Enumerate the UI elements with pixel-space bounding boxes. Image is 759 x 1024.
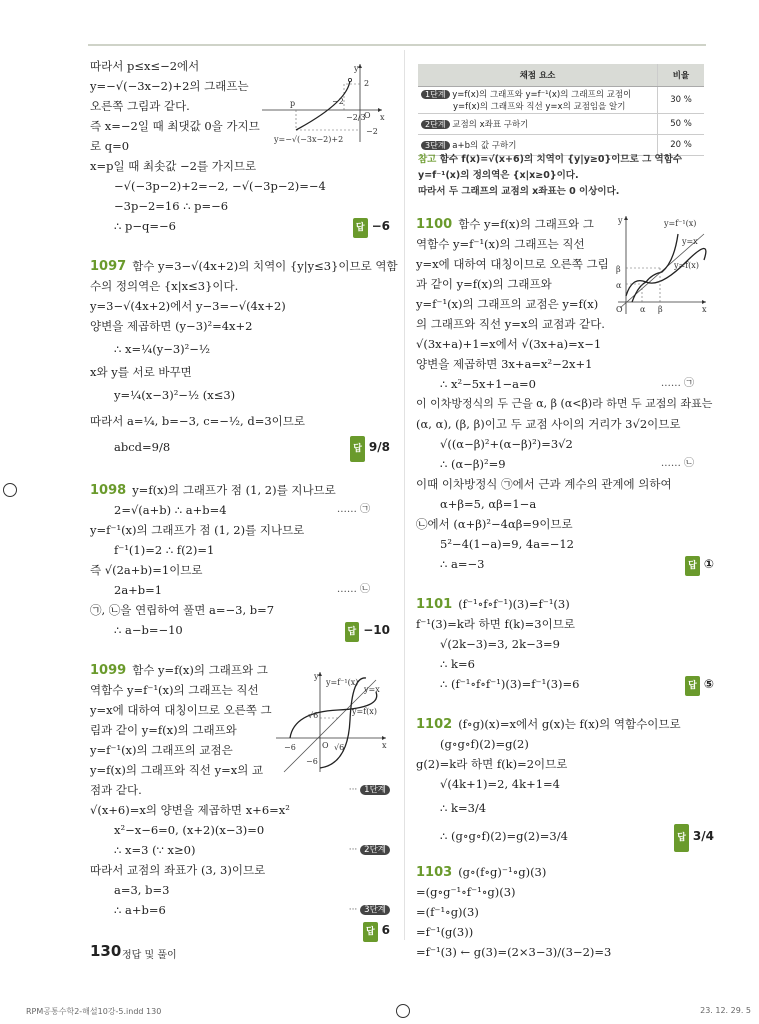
text-line: ∴ k=3/4 <box>440 801 487 815</box>
right-column <box>416 214 714 962</box>
text-line: 오른쪽 그림과 같다. <box>90 99 190 113</box>
answer-badge: 답 3/4 <box>674 822 714 852</box>
text-line: −√(−3p−2)+2=−2, −√(−3p−2)=−4 <box>114 179 326 193</box>
svg-text:x: x <box>382 741 387 750</box>
scoring-table <box>418 64 704 156</box>
svg-text:y=f⁻¹(x): y=f⁻¹(x) <box>664 219 697 228</box>
svg-text:−2: −2 <box>366 127 378 136</box>
text-line: 2a+b=1 …… ㉡ <box>90 580 390 600</box>
problem-number: 1097 <box>90 259 127 274</box>
text-line: 5²−4(1−a)=9, 4a=−12 <box>440 537 575 551</box>
page-number: 130 <box>90 942 122 960</box>
svg-text:−6: −6 <box>284 743 296 752</box>
section-title: 정답 및 풀이 <box>122 950 177 961</box>
graph-sqrt-function <box>262 62 386 144</box>
registration-mark-icon <box>396 1004 410 1018</box>
text-line: y=¼(x−3)²−½ (x≤3) <box>114 388 236 402</box>
problem-number: 1098 <box>90 483 127 498</box>
answer-badge: 답 −6 <box>353 216 390 238</box>
text-line: 즉 x=−2일 때 최댓값 0을 가지므 <box>90 119 260 133</box>
svg-text:β: β <box>616 265 621 274</box>
text-line: 수의 정의역은 {x|x≤3}이다. <box>90 279 239 293</box>
text-line: 이때 이차방정식 ㉠에서 근과 계수의 관계에 의하여 <box>416 477 672 491</box>
text-line: y=−√(−3x−2)+2의 그래프는 <box>90 79 249 93</box>
svg-text:x: x <box>702 305 707 314</box>
text-line: 림과 같이 y=f(x)의 그래프와 <box>90 723 237 737</box>
svg-text:−2/3: −2/3 <box>346 113 366 122</box>
text-line: ∴ x=¼(y−3)²−½ <box>114 342 211 356</box>
svg-text:p: p <box>290 99 296 108</box>
step-label: ··· 3단계 <box>349 900 390 920</box>
svg-text:y: y <box>314 672 319 681</box>
text-line: √(4k+1)=2, 4k+1=4 <box>440 777 560 791</box>
text-line: 역함수 y=f⁻¹(x)의 그래프는 직선 <box>90 683 259 697</box>
text-line: 의 그래프와 직선 y=x의 교점과 같다. <box>416 317 605 331</box>
text-line: √(3x+a)+1=x에서 √(3x+a)=x−1 <box>416 337 602 351</box>
text-line: (g∘g∘f)(2)=g(2) <box>440 737 529 751</box>
svg-text:α: α <box>616 281 622 290</box>
text-line: =(f⁻¹∘g)(3) <box>416 905 479 919</box>
text-line: 따라서 p≤x≤−2에서 <box>90 59 200 73</box>
left-column <box>90 56 398 940</box>
text-line: −3p−2=16 ∴ p=−6 <box>114 199 229 213</box>
text-line: x²−x−6=0, (x+2)(x−3)=0 <box>114 823 265 837</box>
text-line: √(x+6)=x의 양변을 제곱하면 x+6=x² <box>90 803 290 817</box>
text-line <box>90 216 390 236</box>
table-row: 1단계 y=f(x)의 그래프와 y=f⁻¹(x)의 그래프의 교점이 y=f(x)의 그래프와 직선 y=x의 교점임을 알기 30 % <box>418 87 704 114</box>
svg-text:−2: −2 <box>332 97 344 106</box>
problem-1098: 1098 y=f(x)의 그래프가 점 (1, 2)를 지나므로 <box>90 483 336 498</box>
text-line: 2=√(a+b) ∴ a+b=4 …… ㉠ <box>90 500 390 520</box>
svg-text:α: α <box>640 305 646 314</box>
text-line: ∴ (α−β)²=9 …… ㉡ <box>416 454 714 474</box>
text-line: f⁻¹(1)=2 ∴ f(2)=1 <box>114 543 215 557</box>
print-date: 23. 12. 29. 5 <box>700 1006 751 1015</box>
text-line: ∴ (f⁻¹∘f∘f⁻¹)(3)=f⁻¹(3)=6 답 ⑤ <box>416 674 714 694</box>
problem-1099: 1099 함수 y=f(x)의 그래프와 그 <box>90 663 268 678</box>
svg-text:β: β <box>658 305 663 314</box>
problem-1103: 1103 (g∘(f∘g)⁻¹∘g)(3) <box>416 865 547 880</box>
svg-text:O: O <box>616 305 623 314</box>
text-line: ㉠, ㉡을 연립하여 풀면 a=−3, b=7 <box>90 603 275 617</box>
problem-1097: 1097 함수 y=3−√(4x+2)의 치역이 {y|y≤3}이므로 역함 <box>90 259 398 274</box>
text-line: 과 같이 y=f(x)의 그래프와 <box>416 277 552 291</box>
text-line: y=f⁻¹(x)의 그래프가 점 (1, 2)를 지나므로 <box>90 523 305 537</box>
table-header: 비율 <box>658 64 705 87</box>
table-row: 2단계 교점의 x좌표 구하기 50 % <box>418 114 704 135</box>
svg-text:√6: √6 <box>334 743 345 752</box>
text-line: y=x에 대하여 대칭이므로 오른쪽 그 <box>90 703 272 717</box>
svg-text:O: O <box>322 741 329 750</box>
graph-inverse-functions-1099 <box>276 670 390 774</box>
text-line: ∴ (g∘g∘f)(2)=g(2)=3/4 답 3/4 <box>416 822 714 850</box>
svg-text:y: y <box>618 216 623 225</box>
text-line: √((α−β)²+(α−β)²)=3√2 <box>440 437 573 451</box>
text-line: y=x에 대하여 대칭이므로 오른쪽 그림 <box>416 257 609 271</box>
svg-text:y: y <box>354 64 359 73</box>
text-line: 따라서 교점의 좌표가 (3, 3)이므로 <box>90 863 266 877</box>
problem-number: 1101 <box>416 597 453 612</box>
text-line: 즉 √(2a+b)=1이므로 <box>90 563 203 577</box>
text-line: ∴ a=−3 답 ① <box>416 554 714 574</box>
equation-mark: …… ㉡ <box>336 584 370 595</box>
text-line: 로 q=0 <box>90 139 130 153</box>
text-line: α+β=5, αβ=1−a <box>440 497 537 511</box>
text-line: a=3, b=3 <box>114 883 170 897</box>
imprint-text: RPM공통수학2-해설10강-5.indd 130 <box>26 1007 162 1016</box>
svg-text:y=x: y=x <box>682 237 698 246</box>
column-divider <box>404 50 405 940</box>
answer-badge: 답 −10 <box>345 620 390 642</box>
text-line: y=f⁻¹(x)의 그래프의 교점은 y=f(x) <box>416 297 599 311</box>
problem-number: 1100 <box>416 217 453 232</box>
step-label: ··· 2단계 <box>349 840 390 860</box>
problem-1100: 1100 함수 y=f(x)의 그래프와 그 <box>416 217 594 232</box>
svg-text:y=f(x): y=f(x) <box>674 261 699 270</box>
answer-badge: 답 9/8 <box>350 434 390 462</box>
problem-number: 1102 <box>416 717 453 732</box>
text-line: abcd=9/8 답 9/8 <box>90 434 390 460</box>
text-line: y=f⁻¹(x)의 그래프의 교점은 <box>90 743 233 757</box>
text-line: 이 이차방정식의 두 근을 α, β (α<β)라 하면 두 교점의 좌표는 <box>416 397 713 410</box>
text-line: 점과 같다. ··· 1단계 <box>90 780 390 800</box>
svg-text:O: O <box>364 111 371 120</box>
reference-note: 참고 함수 f(x)=√(x+6)의 치역이 {y|y≥0}이므로 그 역함수 y=f⁻¹(x)의 정의역은 {x|x≥0}이다. 따라서 두 그래프의 교점의 x좌표는 0 이상이다. <box>418 154 683 197</box>
problem-1102: 1102 (f∘g)(x)=x에서 g(x)는 f(x)의 역함수이므로 <box>416 717 681 732</box>
text-line: ∴ a+b=6 ··· 3단계 <box>90 900 390 920</box>
text-line: 양변을 제곱하면 3x+a=x²−2x+1 <box>416 357 593 371</box>
top-rule <box>88 44 706 46</box>
text-line: 따라서 a=¼, b=−3, c=−½, d=3이므로 <box>90 414 306 428</box>
svg-text:y=f(x): y=f(x) <box>352 707 377 716</box>
step-label: ··· 1단계 <box>349 780 390 800</box>
text-line: x=p일 때 최솟값 −2를 가지므로 <box>90 159 257 173</box>
text-line: ∴ x²−5x+1−a=0 …… ㉠ <box>416 374 714 394</box>
text-line: (α, α), (β, β)이고 두 교점 사이의 거리가 3√2이므로 <box>416 417 681 431</box>
text-line <box>90 920 390 940</box>
table-header: 채점 요소 <box>418 64 658 87</box>
graph-inverse-functions-1100 <box>612 214 710 316</box>
svg-text:−6: −6 <box>306 757 318 766</box>
svg-text:y=−√(−3x−2)+2: y=−√(−3x−2)+2 <box>274 135 344 144</box>
answer-badge: 답 6 <box>363 920 390 942</box>
text-line: ∴ p−q=−6 <box>114 219 176 233</box>
text-line: f⁻¹(3)=k라 하면 f(k)=3이므로 <box>416 617 575 631</box>
text-line: ∴ a−b=−10 답 −10 <box>90 620 390 640</box>
text-line: y=f(x)의 그래프와 직선 y=x의 교 <box>90 763 264 777</box>
text-line: =(g∘g⁻¹∘f⁻¹∘g)(3) <box>416 885 516 899</box>
problem-number: 1099 <box>90 663 127 678</box>
svg-text:y=f⁻¹(x): y=f⁻¹(x) <box>326 678 359 687</box>
answer-badge: 답 ⑤ <box>685 674 714 696</box>
text-line: ∴ k=6 <box>440 657 475 671</box>
text-line: √(2k−3)=3, 2k−3=9 <box>440 637 560 651</box>
svg-text:√6: √6 <box>308 711 319 720</box>
svg-text:x: x <box>380 113 385 122</box>
problem-number: 1103 <box>416 865 453 880</box>
table-row: 3단계 a+b의 값 구하기 20 % <box>418 135 704 156</box>
svg-text:y=x: y=x <box>364 685 380 694</box>
answer-badge: 답 ① <box>685 554 714 576</box>
text-line: y=3−√(4x+2)에서 y−3=−√(4x+2) <box>90 299 286 313</box>
text-line: =f⁻¹(g(3)) <box>416 925 474 939</box>
text-line: ∴ x=3 (∵ x≥0) ··· 2단계 <box>90 840 390 860</box>
text-line: 양변을 제곱하면 (y−3)²=4x+2 <box>90 319 253 333</box>
text-line: g(2)=k라 하면 f(k)=2이므로 <box>416 757 568 771</box>
equation-mark: …… ㉠ <box>660 378 694 389</box>
registration-mark-icon <box>3 483 17 497</box>
text-line: x와 y를 서로 바꾸면 <box>90 365 192 379</box>
text-line: 역함수 y=f⁻¹(x)의 그래프는 직선 <box>416 237 585 251</box>
text-line: =f⁻¹(3) ← g(3)=(2×3−3)/(3−2)=3 <box>416 945 612 959</box>
problem-1101: 1101 (f⁻¹∘f∘f⁻¹)(3)=f⁻¹(3) <box>416 597 570 612</box>
equation-mark: …… ㉡ <box>660 458 694 469</box>
svg-text:2: 2 <box>364 79 370 88</box>
text-line: ㉡에서 (α+β)²−4αβ=9이므로 <box>416 517 573 531</box>
equation-mark: …… ㉠ <box>336 504 370 515</box>
